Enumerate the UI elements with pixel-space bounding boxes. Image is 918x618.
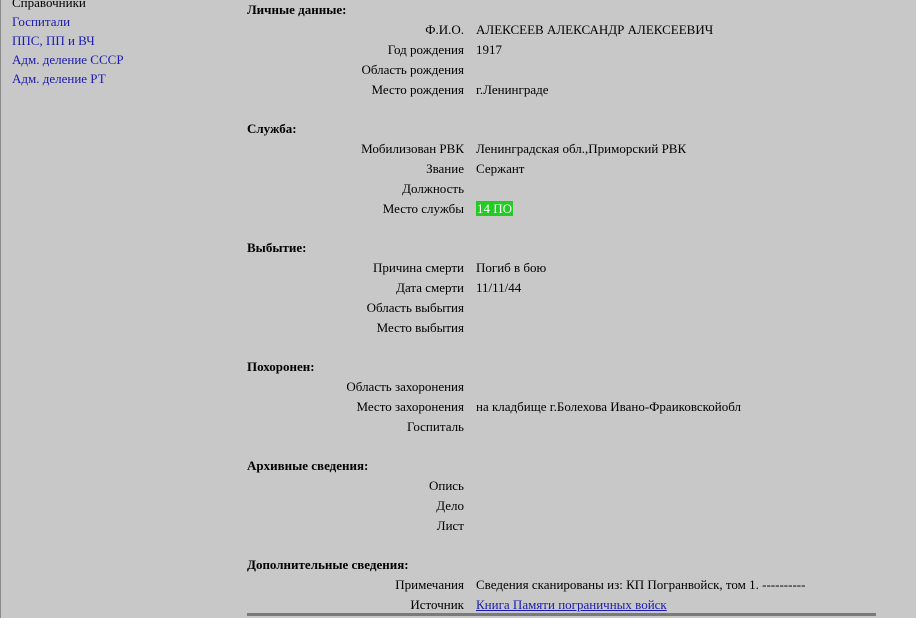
section-title-personal: Личные данные: [247, 2, 347, 17]
field-value-birth-year: 1917 [476, 42, 502, 57]
field-value-unit [476, 199, 513, 219]
section-title-archive: Архивные сведения: [247, 458, 369, 473]
sidebar-link-pps[interactable]: ППС, ПП и ВЧ [12, 33, 95, 48]
field-value-source [476, 595, 667, 615]
field-label: Дело [436, 498, 464, 513]
record-details [247, 0, 877, 615]
field-row-file [247, 496, 877, 516]
field-row-rank [247, 159, 877, 179]
field-label: Примечания [395, 577, 464, 592]
field-label: Опись [428, 478, 464, 493]
section-title-burial: Похоронен: [247, 359, 315, 374]
field-row-mobilized [247, 139, 877, 159]
field-label: Госпиталь [406, 419, 464, 434]
section-title-service: Служба: [247, 121, 297, 136]
sidebar-heading-directories: Справочники [12, 0, 86, 10]
search-highlight: 14 ПО [477, 201, 513, 216]
field-label: Место службы [382, 201, 464, 216]
field-row-hospital [247, 417, 877, 437]
source-link[interactable]: Книга Памяти пограничных войск [476, 597, 667, 612]
field-label: Год рождения [387, 42, 464, 57]
section-title-departure: Выбытие: [247, 240, 307, 255]
field-row-birth-year [247, 40, 877, 60]
field-row-unit [247, 199, 877, 219]
field-row-inventory [247, 476, 877, 496]
field-label: Область захоронения [346, 379, 464, 394]
field-label: Место рождения [371, 82, 464, 97]
field-label: Ф.И.О. [425, 22, 464, 37]
field-row-position [247, 179, 877, 199]
field-row-death-cause [247, 258, 877, 278]
field-label: Должность [402, 181, 464, 196]
sidebar-link-adm-rt[interactable]: Адм. деление РТ [12, 71, 106, 86]
field-value-death-date: 11/11/44 [476, 280, 522, 295]
field-value-burial-place: на кладбище г.Болехова Ивано-Фраиковскойобл [476, 399, 742, 414]
field-row-sheet [247, 516, 877, 536]
field-row-birth-place [247, 80, 877, 100]
field-value-notes: Сведения сканированы из: КП Погранвойск, том 1. ---------- [476, 577, 806, 592]
field-row-death-date [247, 278, 877, 298]
section-title-extra: Дополнительные сведения: [247, 557, 409, 572]
field-row-departure-place [247, 318, 877, 338]
field-label: Область рождения [361, 62, 464, 77]
field-label: Лист [436, 518, 464, 533]
bottom-divider [247, 613, 876, 616]
field-row-source [247, 595, 877, 615]
field-label: Причина смерти [372, 260, 464, 275]
field-row-burial-region [247, 377, 877, 397]
field-value-death-cause: Погиб в бою [476, 260, 547, 275]
sidebar-link-hospitals[interactable]: Госпитали [12, 14, 71, 29]
sidebar [12, 0, 232, 88]
left-border [0, 0, 1, 618]
field-label: Место захоронения [356, 399, 464, 414]
field-value-mobilized: Ленинградская обл.,Приморский РВК [476, 141, 687, 156]
field-row-notes [247, 575, 877, 595]
field-value-rank: Сержант [476, 161, 525, 176]
field-label: Место выбытия [376, 320, 464, 335]
field-row-departure-region [247, 298, 877, 318]
field-value-fio: АЛЕКСЕЕВ АЛЕКСАНДР АЛЕКСЕЕВИЧ [476, 22, 714, 37]
sidebar-link-adm-ussr[interactable]: Адм. деление СССР [12, 52, 124, 67]
field-label: Звание [426, 161, 464, 176]
field-value-birth-place: г.Ленинграде [476, 82, 549, 97]
field-row-birth-region [247, 60, 877, 80]
field-row-fio [247, 20, 877, 40]
field-label: Дата смерти [396, 280, 464, 295]
field-label: Источник [410, 597, 464, 612]
field-label: Мобилизован РВК [361, 141, 464, 156]
field-label: Область выбытия [366, 300, 464, 315]
field-row-burial-place [247, 397, 877, 417]
